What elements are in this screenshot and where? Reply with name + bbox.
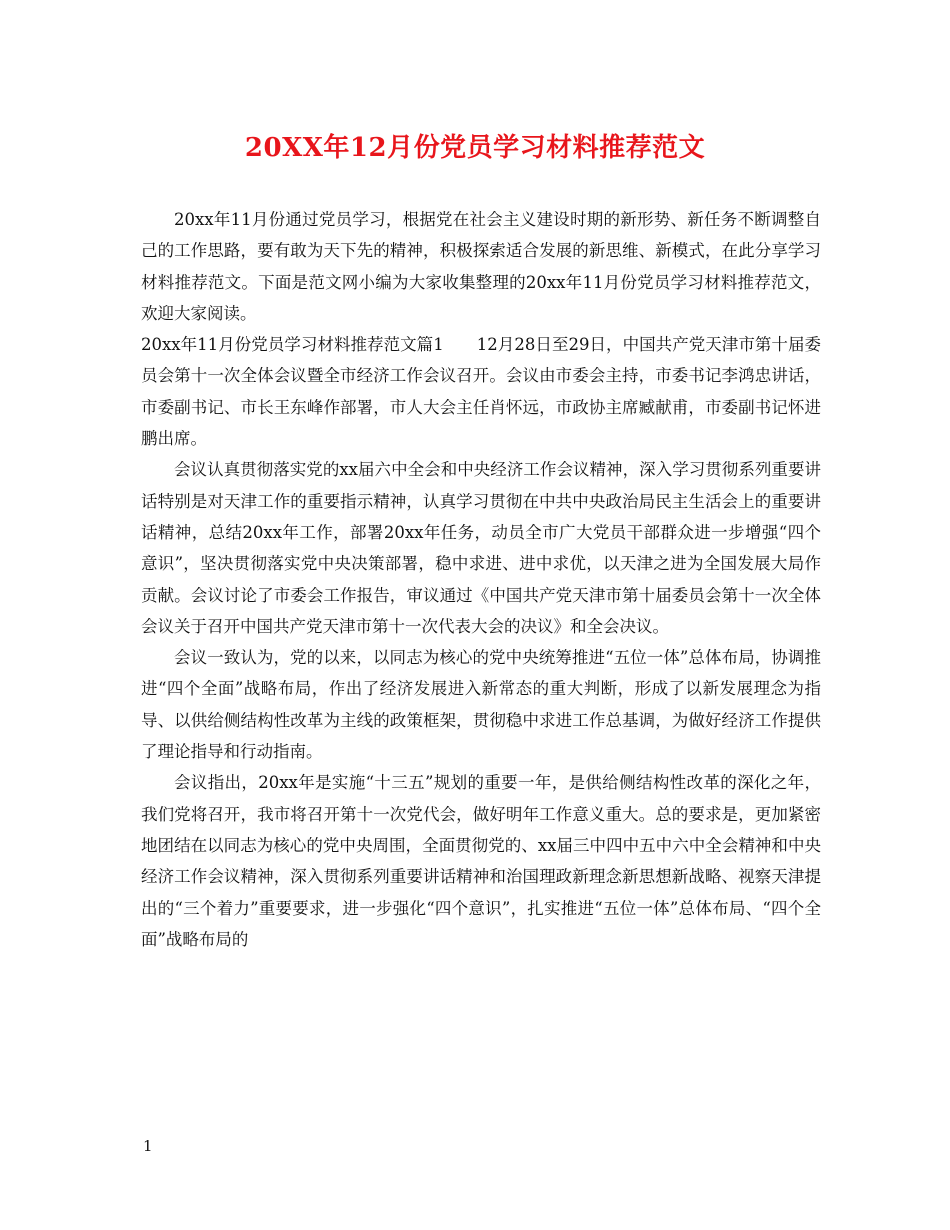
- page-number: 1: [143, 1137, 153, 1155]
- paragraph-meeting-spirit: 会议认真贯彻落实党的xx届六中全会和中央经济工作会议精神，深入学习贯彻系列重要讲话特别是对天津工作的重要指示精神，认真学习贯彻在中共中央政治局民主生活会上的重要讲话精神，总结20xx年工作，部署20xx年任务，动员全市广大党员干部群众进一步增强“四个意识”，坚决贯彻落实党中央决策部署，稳中求进、进中求优，以天津之进为全国发展大局作贡献。会议讨论了市委会工作报告，审议通过《中国共产党天津市第十届委员会第十一次全体会议关于召开中国共产党天津市第十一次代表大会的决议》和全会决议。: [141, 460, 821, 636]
- paragraph-intro: 20xx年11月份通过党员学习，根据党在社会主义建设时期的新形势、新任务不断调整自己的工作思路，要有敢为天下先的精神，积极探索适合发展的新思维、新模式，在此分享学习材料推荐范文。下面是范文网小编为大家收集整理的20xx年11月份党员学习材料推荐范文，欢迎大家阅读。: [141, 210, 821, 323]
- document-body: [141, 204, 821, 955]
- paragraph-article-heading: 20xx年11月份党员学习材料推荐范文篇1 12月28日至29日，中国共产党天津市第十届委员会第十一次全体会议暨全市经济工作会议召开。会议由市委会主持，市委书记李鸿忠讲话，市委副书记、市长王东峰作部署，市人大会主任肖怀远，市政协主席臧献甫，市委副书记怀进鹏出席。: [141, 335, 821, 449]
- document-title: 20XX年12月份党员学习材料推荐范文: [244, 133, 706, 163]
- paragraph-requirements: 会议指出，20xx年是实施“十三五”规划的重要一年，是供给侧结构性改革的深化之年，我们党将召开，我市将召开第十一次党代会，做好明年工作意义重大。总的要求是，更加紧密地团结在以同志为核心的党中央周围，全面贯彻党的、xx届三中四中五中六中全会精神和中央经济工作会议精神，深入贯彻系列重要讲话精神和治国理政新理念新思想新战略、视察天津提出的“三个着力”重要要求，进一步强化“四个意识”，扎实推进“五位一体”总体布局、“四个全面”战略布局的: [141, 773, 821, 949]
- paragraph-consensus: 会议一致认为，党的以来，以同志为核心的党中央统筹推进“五位一体”总体布局，协调推进“四个全面”战略布局，作出了经济发展进入新常态的重大判断，形成了以新发展理念为指导、以供给侧结构性改革为主线的政策框架，贯彻稳中求进工作总基调，为做好经济工作提供了理论指导和行动指南。: [141, 648, 821, 762]
